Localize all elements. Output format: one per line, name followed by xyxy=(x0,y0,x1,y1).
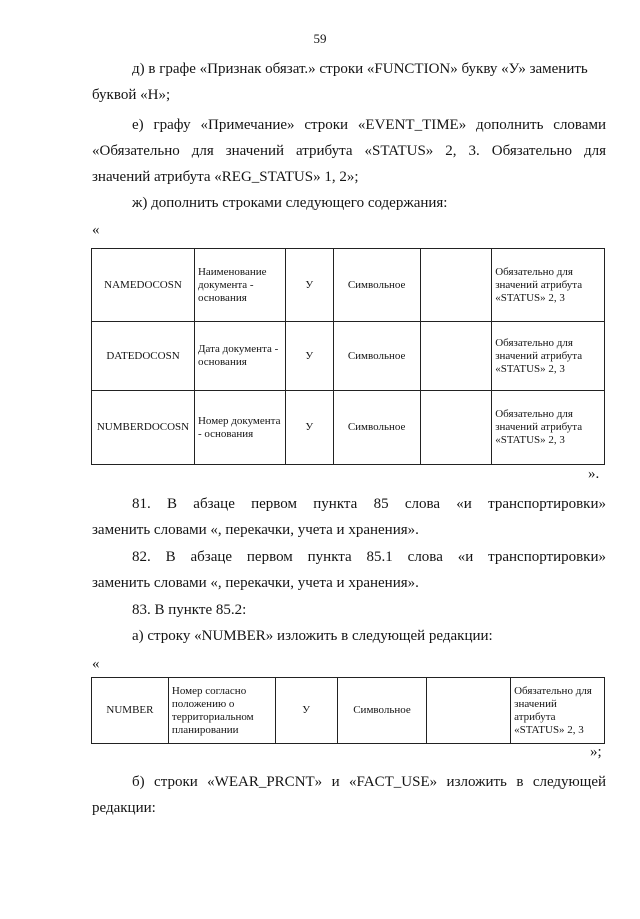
field-extra-cell xyxy=(420,391,492,465)
paragraph-81 xyxy=(92,491,606,543)
paragraph-81-line-1: 81. В абзаце первом пункта 85 слова «и транспортировки» xyxy=(132,496,606,512)
paragraph-e-line-1: е) графу «Примечание» строки «EVENT_TIME» дополнить словами xyxy=(132,117,606,133)
field-required-cell: У xyxy=(285,391,333,465)
paragraph-83: 83. В пункте 85.2: xyxy=(132,602,247,618)
field-required-cell: У xyxy=(285,322,333,391)
table-row xyxy=(92,391,605,465)
page-number: 59 xyxy=(313,31,327,46)
paragraph-e-line-3: значений атрибута «REG_STATUS» 1, 2»; xyxy=(92,169,359,185)
field-name-cell: NUMBER xyxy=(92,678,169,744)
paragraph-82 xyxy=(92,544,606,596)
field-note-cell: Обязательно для значений атрибута «STATUS» 2, 3 xyxy=(511,678,605,744)
field-name-cell: DATEDOCOSN xyxy=(92,322,195,391)
paragraph-b-line-1: б) строки «WEAR_PRCNT» и «FACT_USE» изложить в следующей xyxy=(132,774,606,790)
paragraph-b xyxy=(92,769,606,821)
paragraph-b-line-2: редакции: xyxy=(92,800,156,816)
table-row xyxy=(92,322,605,391)
table-row xyxy=(92,249,605,322)
paragraph-82-line-2: заменить словами «, перекачки, учета и хранения». xyxy=(92,575,419,591)
paragraph-e xyxy=(92,112,606,190)
paragraph-a: а) строку «NUMBER» изложить в следующей редакции: xyxy=(132,628,493,644)
paragraph-d-text: д) в графе «Признак обязат.» строки «FUNCTION» букву «У» заменить буквой «Н»; xyxy=(92,61,588,103)
field-name-cell: NUMBERDOCOSN xyxy=(92,391,195,465)
field-name-cell: NAMEDOCOSN xyxy=(92,249,195,322)
fields-table-1 xyxy=(91,248,605,465)
field-note-cell: Обязательно для значений атрибута «STATUS» 2, 3 xyxy=(492,249,605,322)
quote-close-1: ». xyxy=(588,466,600,482)
fields-table-2 xyxy=(91,677,605,744)
field-description-cell: Номер документа - основания xyxy=(194,391,285,465)
paragraph-d xyxy=(92,56,610,108)
paragraph-81-line-2: заменить словами «, перекачки, учета и хранения». xyxy=(92,522,419,538)
field-type-cell: Символьное xyxy=(333,322,420,391)
field-note-cell: Обязательно для значений атрибута «STATUS» 2, 3 xyxy=(492,391,605,465)
field-required-cell: У xyxy=(285,249,333,322)
field-type-cell: Символьное xyxy=(333,249,420,322)
quote-open-1: « xyxy=(92,222,100,238)
quote-open-2: « xyxy=(92,656,100,672)
field-extra-cell xyxy=(420,322,492,391)
field-extra-cell xyxy=(420,249,492,322)
field-description-cell: Наименование документа - основания xyxy=(194,249,285,322)
paragraph-82-line-1: 82. В абзаце первом пункта 85.1 слова «и транспортировки» xyxy=(132,549,606,565)
field-description-cell: Номер согласно положению о территориальном планировании xyxy=(168,678,275,744)
paragraph-e-line-2: «Обязательно для значений атрибута «STATUS» 2, 3. Обязательно для xyxy=(92,143,606,159)
field-description-cell: Дата документа - основания xyxy=(194,322,285,391)
table-row xyxy=(92,678,605,744)
field-note-cell: Обязательно для значений атрибута «STATUS» 2, 3 xyxy=(492,322,605,391)
paragraph-zh: ж) дополнить строками следующего содержания: xyxy=(132,195,448,211)
field-required-cell: У xyxy=(275,678,337,744)
field-type-cell: Символьное xyxy=(333,391,420,465)
field-type-cell: Символьное xyxy=(337,678,427,744)
quote-close-2: »; xyxy=(590,744,602,760)
field-extra-cell xyxy=(427,678,511,744)
